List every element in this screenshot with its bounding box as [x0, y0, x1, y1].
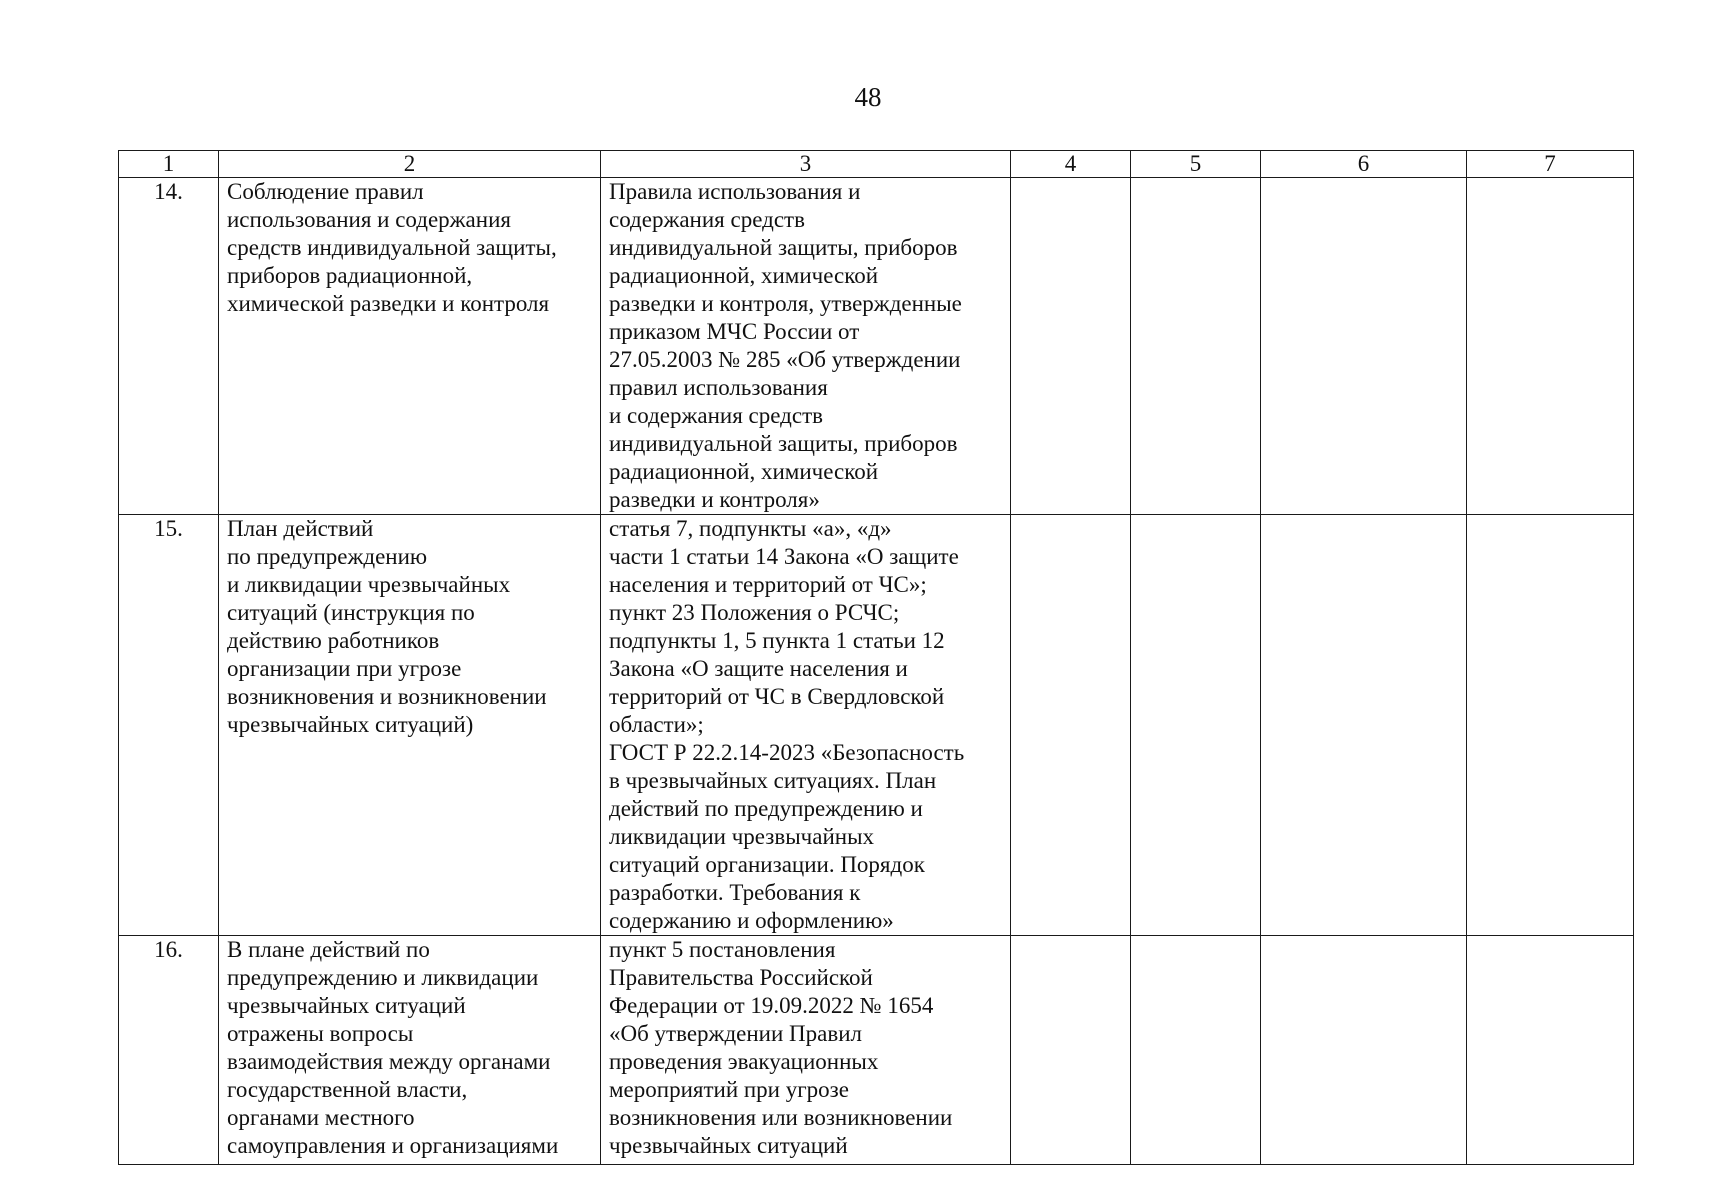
row-number: 16.	[119, 936, 219, 1165]
column-6-cell	[1261, 936, 1467, 1165]
requirements-table	[118, 150, 1634, 1165]
reference-cell: статья 7, подпункты «а», «д» части 1 статьи 14 Закона «О защите населения и территорий от ЧС»; пункт 23 Положения о РСЧС; подпункты 1, 5 пункта 1 статьи 12 Закона «О защите населения и территорий от ЧС в Свердловской области»; ГОСТ Р 22.2.14-2023 «Безопасность в чрезвычайных ситуациях. План действий по предупреждению и ликвидации чрезвычайных ситуаций организации. Порядок разработки. Требования к содержанию и оформлению»	[601, 515, 1011, 936]
column-header-2: 2	[219, 151, 601, 178]
reference-cell: Правила использования и содержания средств индивидуальной защиты, приборов радиационной, химической разведки и контроля, утвержденные приказом МЧС России от 27.05.2003 № 285 «Об утверждении правил использования и содержания средств индивидуальной защиты, приборов радиационной, химической разведки и контроля»	[601, 178, 1011, 515]
column-7-cell	[1467, 178, 1634, 515]
column-header-1: 1	[119, 151, 219, 178]
column-7-cell	[1467, 936, 1634, 1165]
column-header-5: 5	[1131, 151, 1261, 178]
column-header-6: 6	[1261, 151, 1467, 178]
requirement-cell: В плане действий по предупреждению и ликвидации чрезвычайных ситуаций отражены вопросы взаимодействия между органами государственной власти, органами местного самоуправления и организациями	[219, 936, 601, 1165]
column-5-cell	[1131, 936, 1261, 1165]
table-row	[119, 178, 1634, 515]
column-4-cell	[1011, 936, 1131, 1165]
column-5-cell	[1131, 178, 1261, 515]
table-row	[119, 515, 1634, 936]
row-number: 15.	[119, 515, 219, 936]
column-6-cell	[1261, 178, 1467, 515]
column-number-row	[119, 151, 1634, 178]
column-4-cell	[1011, 178, 1131, 515]
table-row	[119, 936, 1634, 1165]
column-header-3: 3	[601, 151, 1011, 178]
column-4-cell	[1011, 515, 1131, 936]
column-6-cell	[1261, 515, 1467, 936]
requirement-cell: Соблюдение правил использования и содержания средств индивидуальной защиты, приборов радиационной, химической разведки и контроля	[219, 178, 601, 515]
column-5-cell	[1131, 515, 1261, 936]
page-number: 48	[854, 82, 882, 112]
column-header-4: 4	[1011, 151, 1131, 178]
column-header-7: 7	[1467, 151, 1634, 178]
requirement-cell: План действий по предупреждению и ликвидации чрезвычайных ситуаций (инструкция по действию работников организации при угрозе возникновения и возникновении чрезвычайных ситуаций)	[219, 515, 601, 936]
column-7-cell	[1467, 515, 1634, 936]
reference-cell: пункт 5 постановления Правительства Российской Федерации от 19.09.2022 № 1654 «Об утверждении Правил проведения эвакуационных мероприятий при угрозе возникновения или возникновении чрезвычайных ситуаций	[601, 936, 1011, 1165]
row-number: 14.	[119, 178, 219, 515]
